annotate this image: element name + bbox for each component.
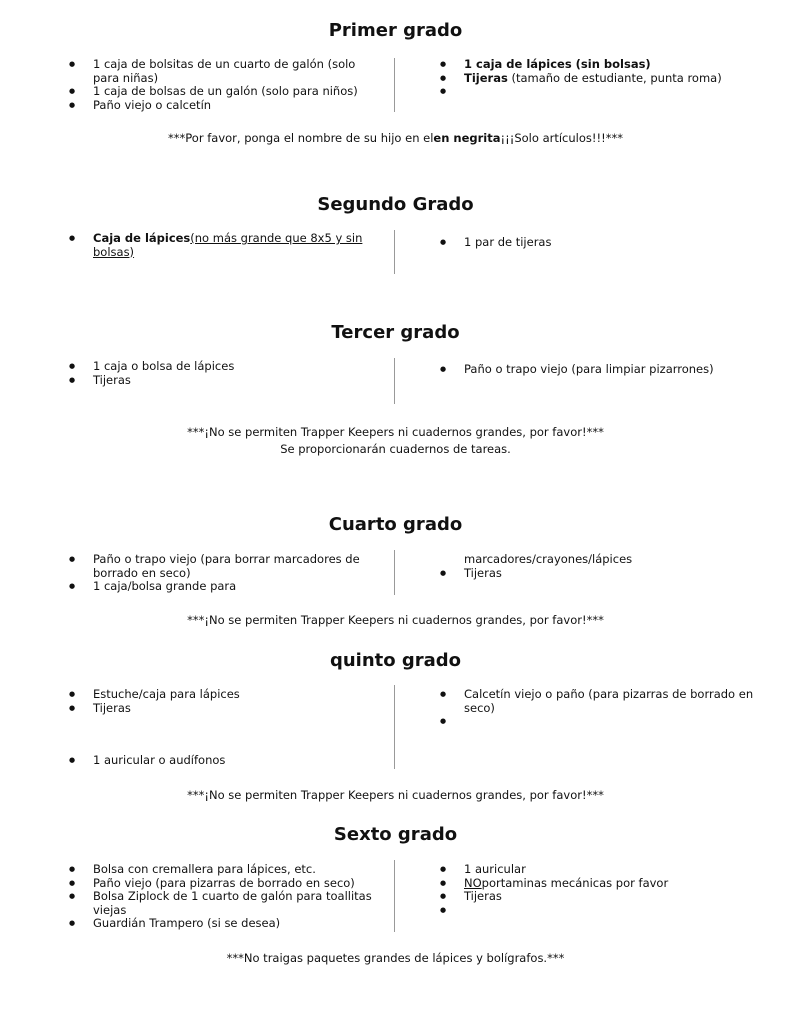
list-item — [93, 232, 378, 259]
list-item: ● Estuche/caja para lápices — [93, 688, 378, 702]
cuarto-grado-right-list — [464, 553, 754, 580]
cuarto-grado-note: ***¡No se permiten Trapper Keepers ni cuadernos grandes, por favor!*** — [187, 613, 604, 627]
primer-grado-right-list — [464, 58, 754, 99]
column-divider — [394, 685, 395, 769]
list-item: ● Bolsa con cremallera para lápices, etc. — [93, 863, 378, 877]
empty-list-item — [464, 715, 754, 729]
note-text: ¡¡¡Solo artículos!!!*** — [500, 131, 623, 145]
list-item-continuation: marcadores/crayones/lápices — [464, 552, 633, 566]
list-item: ● Tijeras — [93, 374, 378, 388]
section-title-tercer-grado: Tercer grado — [331, 322, 460, 343]
column-divider — [394, 58, 395, 112]
tercer-grado-note: ***¡No se permiten Trapper Keepers ni cuadernos grandes, por favor!*** — [187, 425, 604, 439]
column-divider — [394, 230, 395, 274]
list-item — [464, 877, 754, 891]
note-text: ***Por favor, ponga el nombre de su hijo en el — [168, 131, 434, 145]
segundo-grado-right-list — [464, 236, 754, 250]
empty-list-item — [464, 904, 754, 918]
section-title-segundo-grado: Segundo Grado — [317, 194, 474, 215]
column-divider — [394, 358, 395, 404]
section-title-quinto-grado: quinto grado — [329, 650, 462, 671]
sexto-grado-right-list — [464, 863, 754, 917]
sexto-grado-note: ***No traigas paquetes grandes de lápices y bolígrafos.*** — [226, 951, 565, 965]
cuarto-grado-left-list — [93, 553, 378, 594]
primer-grado-note — [0, 130, 791, 147]
list-item-bold-text: Caja de lápices — [93, 231, 191, 245]
sexto-grado-left-list — [93, 863, 378, 931]
list-item — [464, 72, 754, 86]
list-item: ● Tijeras — [93, 702, 378, 716]
list-item: ● Calcetín viejo o paño (para pizarras de borrado en seco) — [464, 688, 754, 715]
list-item: ● Tijeras — [464, 890, 754, 904]
segundo-grado-left-list — [93, 232, 378, 259]
tercer-grado-right-list — [464, 363, 754, 377]
note-bold-text: en negrita — [433, 131, 501, 145]
list-item: ● Guardián Trampero (si se desea) — [93, 917, 378, 931]
column-divider — [394, 550, 395, 595]
list-item: ● Paño o trapo viejo (para limpiar pizarrones) — [464, 363, 754, 377]
section-title-sexto-grado: Sexto grado — [333, 824, 458, 845]
quinto-grado-note: ***¡No se permiten Trapper Keepers ni cuadernos grandes, por favor!*** — [187, 788, 604, 802]
list-item-underlined-text: NO — [464, 875, 482, 890]
list-item-text: portaminas mecánicas por favor — [481, 875, 669, 890]
tercer-grado-note-2: Se proporcionarán cuadernos de tareas. — [280, 442, 511, 456]
primer-grado-left-list — [93, 58, 378, 112]
list-item: ● 1 par de tijeras — [464, 236, 754, 250]
list-item: ● 1 caja de bolsitas de un cuarto de galón (solo para niñas) — [93, 58, 378, 85]
quinto-grado-right-list — [464, 688, 754, 729]
list-item: ● 1 caja de bolsas de un galón (solo para niños) — [93, 85, 378, 99]
section-title-primer-grado: Primer grado — [328, 20, 463, 41]
list-item: ● Paño o trapo viejo (para borrar marcadores de borrado en seco) — [93, 553, 378, 580]
list-item-underlined-text: (no más grande que 8x5 y sin bolsas) — [93, 231, 363, 259]
list-item: ● 1 auricular o audífonos — [93, 754, 378, 768]
quinto-grado-left-list-lower — [93, 754, 378, 768]
empty-list-item — [464, 85, 754, 99]
list-item: ● Paño viejo o calcetín — [93, 99, 378, 113]
list-item: ● 1 caja o bolsa de lápices — [93, 360, 378, 374]
quinto-grado-left-list — [93, 688, 378, 715]
list-item-bold-text: 1 caja de lápices (sin bolsas) — [464, 57, 651, 71]
list-item: ● Bolsa Ziplock de 1 cuarto de galón para toallitas viejas — [93, 890, 378, 917]
list-item: ● 1 caja/bolsa grande para — [93, 580, 378, 594]
list-item — [464, 58, 754, 72]
list-item: ● Tijeras — [464, 567, 754, 581]
section-title-cuarto-grado: Cuarto grado — [328, 514, 463, 535]
list-item: ● 1 auricular — [464, 863, 754, 877]
list-item: ● Paño viejo (para pizarras de borrado en seco) — [93, 877, 378, 891]
list-item-bold-text: Tijeras — [464, 70, 508, 85]
column-divider — [394, 860, 395, 932]
list-item-text: (tamaño de estudiante, punta roma) — [507, 70, 722, 85]
tercer-grado-left-list — [93, 360, 378, 387]
